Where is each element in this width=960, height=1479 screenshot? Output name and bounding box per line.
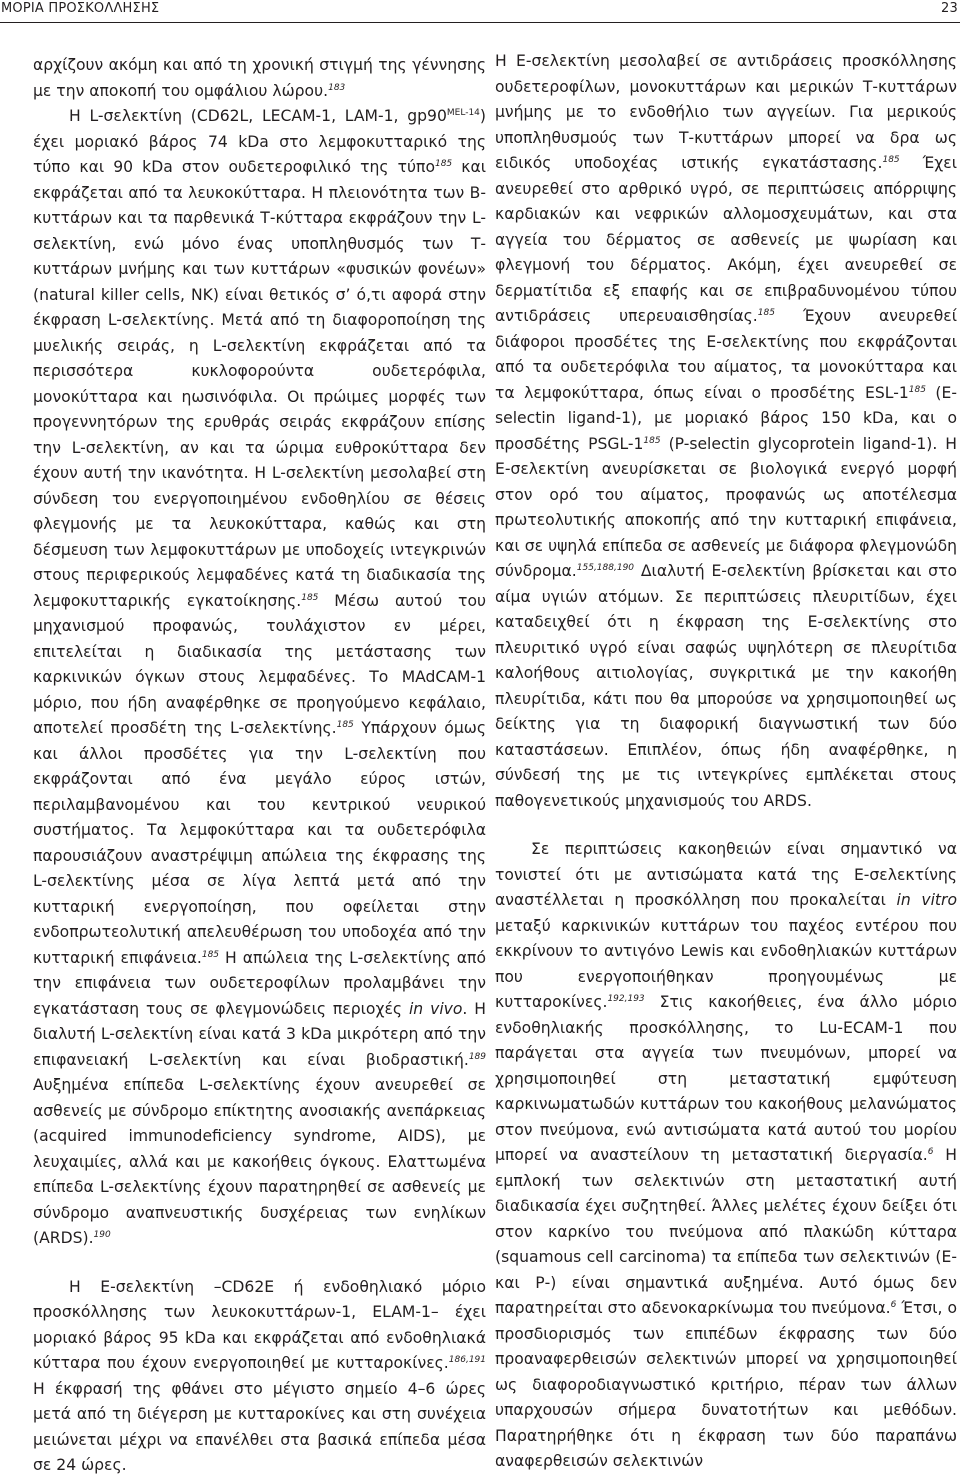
citation: 192,193 <box>607 993 645 1004</box>
paragraph: Σε περιπτώσεις κακοηθειών είναι σημαντικό να τονιστεί ότι με αντισώματα κατά της Ε-σελεκτίνης αναστέλλεται η προσκόλληση που προκαλείται in vitro μεταξύ καρκινικών κυττάρων του παχέος εντέρου που εκκρίνουν το αντιγόνο Lewis και ενδοθηλιακών κυττάρων που ενεργοποιήθηκαν προηγουμένως με κυτταροκίνες.$^{192,193}$ Στις κακοήθειες, ένα άλλο μόριο ενδοθηλιακής προσκόλλησης, το Lu-ECAM-1 που παράγεται στα αγγεία των πνευμόνων, μπορεί να χρησιμοποιηθεί στη μεταστατική εμφύτευση καρκινωματωδών κυττάρων του κακοήθους μελανώματος στον πνεύμονα, ενώ αντισώματα κατά αυτού του μορίου μπορεί να αναστείλουν τη μεταστατική διεργασία.$^6$ Η εμπλοκή των σελεκτινών στη μεταστατική αυτή διαδικασία έχει συζητηθεί. Άλλες μελέτες έχουν δείξει ότι στον καρκίνο του πνεύμονα από πλακώδη κύτταρα (squamous cell carcinoma) τα επίπεδα των σελεκτινών (Ε- και Ρ-) είναι σημαντικά αυξημένα. Αυτό όμως δεν παρατηρείται στο αδενοκαρκίνωμα του πνεύμονα.$^6$ Έτσι, ο προσδιορισμός των επιπέδων έκφρασης των δύο προαναφερθεισών σελεκτινών μπορεί να χρησιμοποιηθεί ως διαφοροδιαγνωστικό κριτήριο, πέραν των άλλων υπαρχουσών σήμερα δυνατοτήτων και μεθόδων. Παρατηρήθηκε ότι η έκφραση των δύο παραπάνω αναφερθεισών σελεκτινών <box>495 840 957 1470</box>
left-column <box>33 53 486 1479</box>
citation: 6 <box>890 1299 897 1310</box>
citation: 190 <box>93 1229 111 1240</box>
citation: 185 <box>643 435 661 446</box>
paragraph: Η Ε-σελεκτίνη μεσολαβεί σε αντιδράσεις προσκόλλησης ουδετεροφίλων, μονοκυττάρων και μερικών Τ-κυττάρων μνήμης με το ενδοθήλιο των αγγείων. Για μερικούς υποπληθυσμούς των Τ-κυττάρων μπορεί να δρα ως ειδικός υποδοχέας ιστικής εγκατάστασης.$^{185}$ Έχει ανευρεθεί στο αρθρικό υγρό, σε περιπτώσεις απόρριψης καρδιακών και νεφρικών αλλομοσχευμάτων, και στα αγγεία του δέρματος σε ασθενείς με ψωρίαση και φλεγμονή του δέρματος. Ακόμη, έχει ανευρεθεί σε δερματίτιδα εξ επαφής και σε επιβραδυνομένου τύπου αντιδράσεις υπερευαισθησίας.$^{185}$ Έχουν ανευρεθεί διάφοροι προσδέτες της Ε-σελεκτίνης που εκφράζονται από τα ουδετερόφιλα του αίματος, τα μονοκύτταρα και τα λεμφοκύτταρα, όπως είναι ο προσδέτης ESL-$1^{185}$ (E-selectin ligand-1), με μοριακό βάρος 150 kDa, και ο προσδέτης PSGL-$1^{185}$ (P-selectin glycoprotein ligand-1). Η Ε-σελεκτίνη ανευρίσκεται σε βιολογικά ενεργό μορφή στον ορό του αίματος, προφανώς ως αποτέλεσμα πρωτεολυτικής αποκοπής από την κυτταρική επιφάνεια, και σε υψηλά επίπεδα σε ασθενείς με διάφορα φλεγμονώδη σύνδρομα.$^{155,188,190}$ Διαλυτή Ε-σελεκτίνη βρίσκεται και στο αίμα υγιών ατόμων. Σε περιπτώσεις πλευριτίδων, έχει καταδειχθεί ότι η έκφραση της Ε-σελεκτίνης στο πλευριτικό υγρό είναι σαφώς υψηλότερη σε πλευρίτιδα καλοήθους αιτιολογίας, συγκριτικά με την κακοήθη πλευρίτιδα, κάτι που θα μπορούσε να χρησιμοποιηθεί ως δείκτης για τη διαφορική διαγνωστική των δύο καταστάσεων. Επιπλέον, όπως ήδη αναφέρθηκε, η σύνδεσή της με τις ιντεγκρίνες εμπλέκεται στους παθογενετικούς μηχανισμούς του ARDS. <box>495 52 957 810</box>
citation: 185 <box>882 154 900 165</box>
citation: 185 <box>336 719 354 730</box>
italic-term: in vivo <box>408 999 463 1018</box>
citation: 185 <box>201 949 220 960</box>
citation: 183 <box>328 82 346 93</box>
running-header <box>0 0 960 22</box>
citation: 155,188,190 <box>576 562 635 573</box>
paragraph: Η Ε-σελεκτίνη –CD62E ή ενδοθηλιακό μόριο προσκόλλησης των λευκοκυττάρων-1, ELAM-1– έχει μοριακό βάρος 95 kDa και εκφράζεται από ενδοθηλιακά κύτταρα που έχουν ενεργοποιηθεί με κυτταροκίνες.$^{186,191}$ Η έκφρασή της φθάνει στο μέγιστο σημείο 4–6 ώρες μετά από τη διέγερση με κυτταροκίνες και στη συνέχεια μειώνεται μέχρι να επανέλθει στα βασικά επίπεδα μέσα σε 24 ώρες. <box>33 1277 486 1474</box>
page-number: 23 <box>941 1 958 16</box>
citation: 185 <box>908 384 926 395</box>
running-title: ΜΟΡΙΑ ΠΡΟΣΚΟΛΛΗΣΗΣ <box>1 1 160 16</box>
paragraph: αρχίζουν ακόμη και από τη χρονική στιγμή της γέννησης με την αποκοπή του ομφάλιου λώρου.$^{183}$ <box>33 56 486 100</box>
citation: 189 <box>468 1051 486 1062</box>
right-column <box>495 49 957 1475</box>
citation: 185 <box>757 307 775 318</box>
header-rule <box>0 22 960 23</box>
paragraph: Η L-σελεκτίνη (CD62L, LECAM-1, LAM-1, $gp90^{MEL-14}$) έχει μοριακό βάρος 74 kDa στο λεμφοκυτταρικό της τύπο και 90 kDa στον ουδετεροφιλικό της τύπο$^{185}$ και εκφράζεται από τα λευκοκύτταρα. Η πλειονότητα των Β-κυττάρων και τα παρθενικά Τ-κύτταρα εκφράζουν την L-σελεκτίνη, ενώ μόνο ένας υποπληθυσμός των Τ-κυττάρων μνήμης και των κυττάρων «φυσικών φονέων» (natural killer cells, NK) είναι θετικός σ’ ό,τι αφορά στην έκφραση L-σελεκτίνης. Μετά από τη διαφοροποίηση της μυελικής σειράς, η L-σελεκτίνη εκφράζεται από τα περισσότερα κυκλοφορούντα ουδετερόφιλα, μονοκύτταρα και ηωσινόφιλα. Οι πρώιμες μορφές των προγεννητόρων της ερυθράς σειράς εκφράζουν επίσης την L-σελεκτίνη, αν και τα ώριμα ευθροκύτταρα δεν έχουν αυτή την ικανότητα. Η L-σελεκτίνη μεσολαβεί στη σύνδεση του ενεργοποιημένου ενδοθηλίου σε θέσεις φλεγμονής με τα λευκοκύτταρα, καθώς και στη δέσμευση των λεμφοκυττάρων με υποδοχείς ιντεγκρινών στους περιφερικούς λεμφαδένες κατά τη διαδικασία της λεμφοκυτταρικής εγκατοίκησης.$^{185}$ Μέσω αυτού του μηχανισμού προφανώς, τουλάχιστον εν μέρει, επιτελείται η διαδικασία της μετάστασης των καρκινικών όγκων στους λεμφαδένες. Το MAdCAM-1 μόριο, που ήδη αναφέρθηκε σε προηγούμενο κεφάλαιο, αποτελεί προσδέτη της L-σελεκτίνης.$^{185}$ Υπάρχουν όμως και άλλοι προσδέτες για την L-σελεκτίνη που εκφράζονται από ένα μεγάλο εύρος ιστών, περιλαμβανομένου και του κεντρικού νευρικού συστήματος. Τα λεμφοκύτταρα και τα ουδετερόφιλα παρουσιάζουν αναστρέψιμη απώλεια της έκφρασης της L-σελεκτίνης μέσα σε λίγα λεπτά μετά από την κυτταρική ενεργοποίηση, που οφείλεται στην ενδοπρωτεολυτική απελευθέρωση του υποδοχέα από την κυτταρική επιφάνεια.$^{185}$ Η απώλεια της L-σελεκτίνης από την επιφάνεια των ουδετεροφίλων προλαμβάνει την εγκατάσταση τους σε φλεγμονώδεις περιοχές in vivo. Η διαλυτή L-σελεκτίνη είναι κατά 3 kDa μικρότερη από την επιφανειακή L-σελεκτίνη και είναι βιοδραστική.$^{189}$ Αυξημένα επίπεδα L-σελεκτίνης έχουν ανευρεθεί σε ασθενείς με σύνδρομο επίκτητης ανοσιακής ανεπάρκειας (acquired immunodeficiency syndrome, AIDS), με λευχαιμίες, αλλά και με κακοήθεις όγκους. Ελαττωμένα επίπεδα L-σελεκτίνης έχουν παρατηρηθεί σε ασθενείς με σύνδρομο αναπνευστικής δυσχέρειας των ενηλίκων (ARDS).$^{190}$ <box>33 107 487 1247</box>
citation: 185 <box>301 592 319 603</box>
citation: 185 <box>434 158 453 169</box>
citation: 6 <box>927 1146 934 1157</box>
superscript: MEL-14 <box>446 107 480 118</box>
citation: 186,191 <box>448 1354 486 1365</box>
italic-term: in vitro <box>896 891 957 909</box>
